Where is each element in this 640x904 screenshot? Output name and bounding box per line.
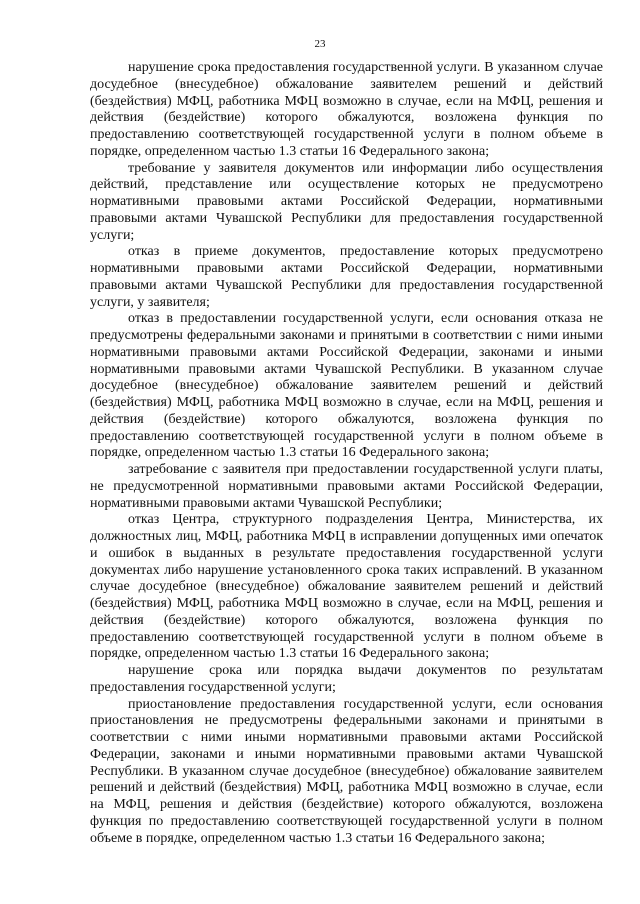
page-number: 23 [314, 38, 326, 50]
paragraph: приостановление предоставления государственной услуги, если основания приостановления не предусмотрены федеральными законами и принятыми в соответствии с ними иными нормативными правовыми актами Российской Федерации, законами и иными нормативными правовыми актами Чувашской Республики. В указанном случае досудебное (внесудебное) обжалование заявителем решений и действий (бездействия) МФЦ, работника МФЦ возможно в случае, если на МФЦ, решения и действия (бездействие) которого обжалуются, возложена функция по предоставлению соответствующей государственной услуги в полном объеме в порядке, определенном частью 1.3 статьи 16 Федерального закона; [90, 696, 603, 846]
document-body [90, 60, 603, 847]
paragraph: отказ в предоставлении государственной услуги, если основания отказа не предусмотрены федеральными законами и принятыми в соответствии с ними иными нормативными правовыми актами Российской Федерации, законами и иными нормативными правовыми актами Чувашской Республики. В указанном случае досудебное (внесудебное) обжалование заявителем решений и действий (бездействия) МФЦ, работника МФЦ возможно в случае, если на МФЦ, решения и действия (бездействие) которого обжалуются, возложена функция по предоставлению соответствующей государственной услуги в полном объеме в порядке, определенном частью 1.3 статьи 16 Федерального закона; [90, 311, 603, 461]
paragraph: нарушение срока или порядка выдачи документов по результатам предоставления государственной услуги; [90, 663, 603, 695]
paragraph: требование у заявителя документов или информации либо осуществления действий, представление или осуществление которых не предусмотрено нормативными правовыми актами Российской Федерации, нормативными правовыми актами Чувашской Республики для предоставления государственной услуги; [90, 160, 603, 243]
paragraph: отказ Центра, структурного подразделения Центра, Министерства, их должностных лиц, МФЦ, работника МФЦ в исправлении допущенных ими опечаток и ошибок в выданных в результате предоставления государственной услуги документах либо нарушение установленного срока таких исправлений. В указанном случае досудебное (внесудебное) обжалование заявителем решений и действий (бездействия) МФЦ, работника МФЦ возможно в случае, если на МФЦ, решения и действия (бездействие) которого обжалуются, возложена функция по предоставлению соответствующей государственной услуги в полном объеме в порядке, определенном частью 1.3 статьи 16 Федерального закона; [90, 512, 603, 662]
paragraph: нарушение срока предоставления государственной услуги. В указанном случае досудебное (внесудебное) обжалование заявителем решений и действий (бездействия) МФЦ, работника МФЦ возможно в случае, если на МФЦ, решения и действия (бездействие) которого обжалуются, возложена функция по предоставлению соответствующей государственной услуги в полном объеме в порядке, определенном частью 1.3 статьи 16 Федерального закона; [90, 60, 603, 159]
paragraph: отказ в приеме документов, предоставление которых предусмотрено нормативными правовыми актами Российской Федерации, нормативными правовыми актами Чувашской Республики для предоставления государственной услуги, у заявителя; [90, 244, 603, 310]
paragraph: затребование с заявителя при предоставлении государственной услуги платы, не предусмотренной нормативными правовыми актами Российской Федерации, нормативными правовыми актами Чувашской Республики; [90, 462, 603, 511]
